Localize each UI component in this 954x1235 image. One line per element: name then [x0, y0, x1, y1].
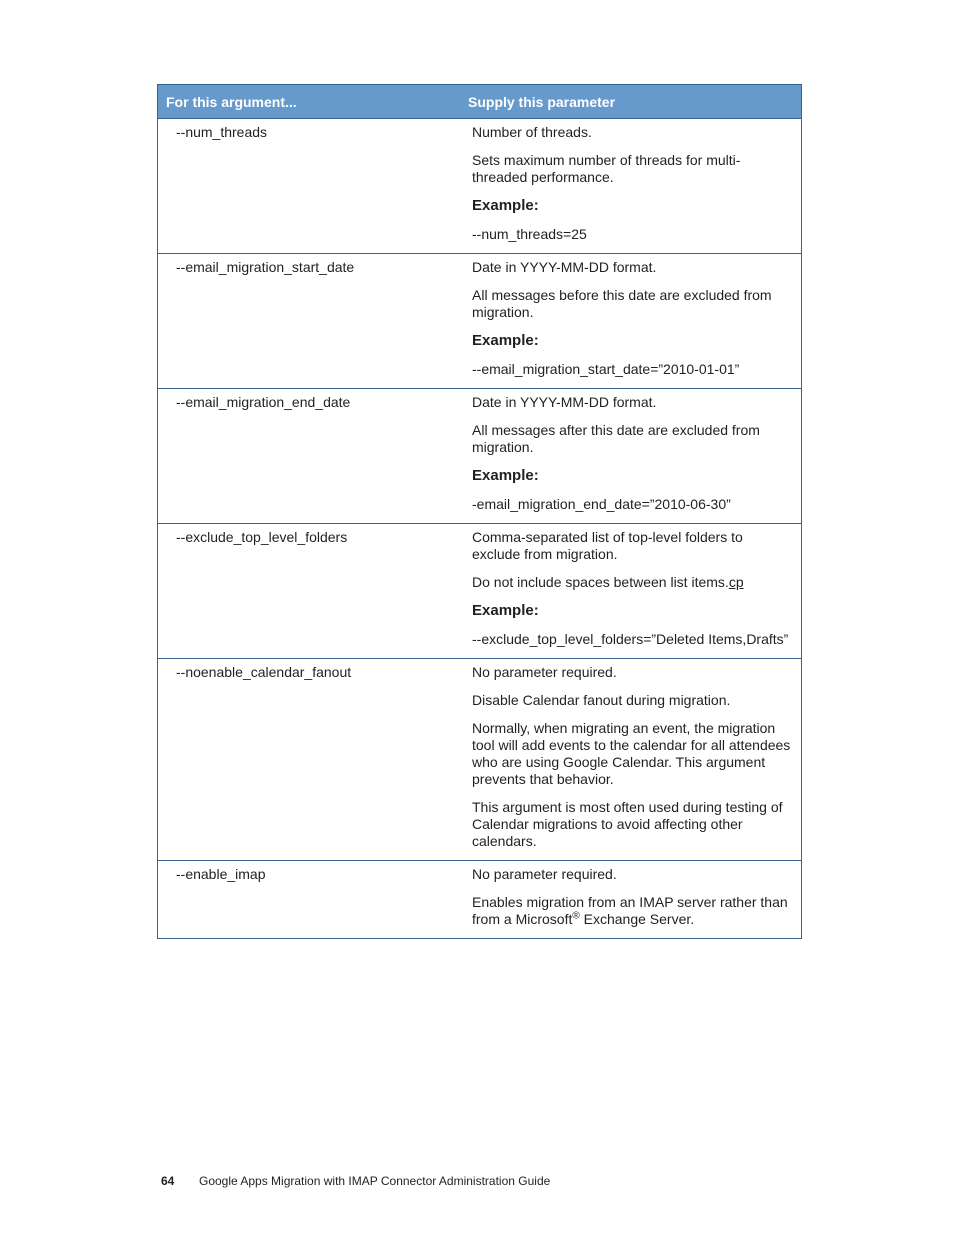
parameter-description: All messages after this date are excluded from migration. — [472, 422, 760, 455]
parameter-description — [472, 574, 793, 591]
parameter-cell — [460, 659, 802, 861]
parameter-description: Disable Calendar fanout during migration. — [472, 692, 731, 708]
parameter-cell — [460, 861, 802, 939]
argument-name: --exclude_top_level_folders — [176, 529, 348, 545]
parameter-cell — [460, 389, 802, 524]
parameter-text: No parameter required. — [472, 664, 617, 680]
page-number: 64 — [161, 1174, 175, 1188]
table-row — [158, 389, 802, 524]
header-argument: For this argument... — [158, 85, 461, 119]
parameter-description: Sets maximum number of threads for multi-threaded performance. — [472, 152, 741, 185]
parameter-note: Normally, when migrating an event, the migration tool will add events to the calendar for all attendees who are using Google Calendar. This argument prevents that behavior. — [472, 720, 791, 787]
arguments-table — [157, 84, 802, 939]
argument-cell — [158, 389, 461, 524]
parameter-description-text: Do not include spaces between list items. — [472, 574, 729, 590]
parameter-text: No parameter required. — [472, 866, 617, 882]
argument-name: --num_threads — [176, 124, 268, 140]
header-parameter: Supply this parameter — [460, 85, 802, 119]
parameter-description: All messages before this date are excluded from migration. — [472, 287, 772, 320]
table-header-row — [158, 85, 802, 119]
argument-cell — [158, 119, 461, 254]
parameter-text: Number of threads. — [472, 124, 592, 140]
example-heading: Example: — [472, 467, 539, 484]
example-heading: Example: — [472, 197, 539, 214]
table-row — [158, 119, 802, 254]
example-code: -email_migration_end_date=”2010-06-30” — [472, 496, 731, 512]
argument-name: --email_migration_start_date — [176, 259, 355, 275]
argument-name: --email_migration_end_date — [176, 394, 351, 410]
parameter-cell — [460, 524, 802, 659]
parameter-description — [472, 894, 793, 928]
parameter-cell — [460, 119, 802, 254]
parameter-text: Date in YYYY-MM-DD format. — [472, 394, 657, 410]
example-code: --exclude_top_level_folders=”Deleted Items,Drafts” — [472, 631, 789, 647]
guide-title: Google Apps Migration with IMAP Connector Administration Guide — [199, 1174, 551, 1188]
argument-name: --enable_imap — [176, 866, 266, 882]
table-row — [158, 254, 802, 389]
argument-cell — [158, 659, 461, 861]
registered-trademark-mark: ® — [572, 910, 580, 922]
example-heading: Example: — [472, 332, 539, 349]
underlined-marker: cp — [728, 574, 744, 590]
example-code: --num_threads=25 — [472, 226, 587, 242]
parameter-usage-note: This argument is most often used during testing of Calendar migrations to avoid affecting other calendars. — [472, 799, 783, 849]
example-heading: Example: — [472, 602, 539, 619]
argument-cell — [158, 861, 461, 939]
parameter-description-text-end: Exchange Server. — [579, 911, 695, 927]
table-row — [158, 524, 802, 659]
table-row — [158, 861, 802, 939]
parameter-description-text: Enables migration from an IMAP server rather than from a Microsoft — [472, 894, 788, 927]
table-row — [158, 659, 802, 861]
argument-cell — [158, 254, 461, 389]
argument-name: --noenable_calendar_fanout — [176, 664, 352, 680]
argument-cell — [158, 524, 461, 659]
example-code: --email_migration_start_date=”2010-01-01” — [472, 361, 740, 377]
page-footer — [161, 1173, 550, 1189]
parameter-cell — [460, 254, 802, 389]
parameter-text: Date in YYYY-MM-DD format. — [472, 259, 657, 275]
parameter-text: Comma-separated list of top-level folders to exclude from migration. — [472, 529, 743, 562]
